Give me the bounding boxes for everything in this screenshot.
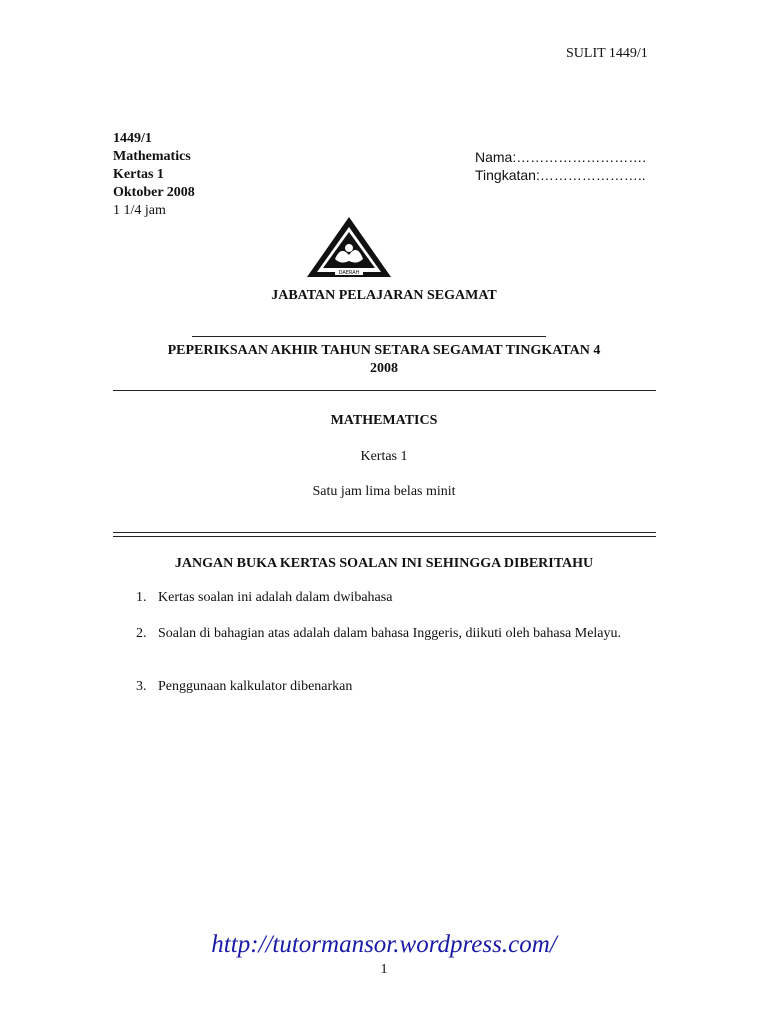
student-fields [475, 148, 646, 184]
paper-meta-block [113, 130, 195, 220]
exam-title-line-1: PEPERIKSAAN AKHIR TAHUN SETARA SEGAMAT TINGKATAN 4 [167, 343, 601, 358]
warning-notice: JANGAN BUKA KERTAS SOALAN INI SEHINGGA DIBERITAHU [174, 556, 594, 571]
subject-heading: MATHEMATICS [330, 413, 438, 428]
divider-short [192, 336, 546, 337]
instruction-text: Soalan di bahagian atas adalah dalam bahasa Inggeris, diikuti oleh bahasa Melayu. [158, 626, 622, 641]
paper-duration: 1 1/4 jam [113, 203, 166, 218]
instruction-text: Kertas soalan ini adalah dalam dwibahasa [158, 590, 393, 605]
paper-number: Kertas 1 [113, 167, 164, 182]
duration-heading: Satu jam lima belas minit [312, 484, 456, 499]
exam-title-line-2: 2008 [370, 361, 398, 376]
exam-title [0, 342, 768, 378]
instruction-number: 2. [136, 626, 147, 641]
instruction-item [136, 589, 636, 607]
document-code-header: SULIT 1449/1 [566, 46, 648, 61]
paper-heading: Kertas 1 [360, 449, 408, 464]
divider-full [113, 390, 656, 391]
paper-subject: Mathematics [113, 149, 191, 164]
paper-date: Oktober 2008 [113, 185, 195, 200]
instruction-item [136, 625, 636, 643]
name-field: Nama:………………………. [475, 149, 647, 165]
instruction-number: 3. [136, 679, 147, 694]
instruction-item [136, 678, 636, 696]
department-crest-logo [305, 215, 393, 281]
instruction-number: 1. [136, 590, 147, 605]
instruction-text: Penggunaan kalkulator dibenarkan [158, 679, 353, 694]
footer-url-link[interactable]: http://tutormansor.wordpress.com/ [211, 931, 557, 958]
double-divider [113, 532, 656, 537]
department-name: JABATAN PELAJARAN SEGAMAT [271, 288, 497, 303]
page-number: 1 [380, 962, 388, 977]
paper-code: 1449/1 [113, 131, 152, 146]
form-field: Tingkatan:………………….. [475, 167, 646, 183]
logo-text: DAERAH [338, 270, 360, 276]
